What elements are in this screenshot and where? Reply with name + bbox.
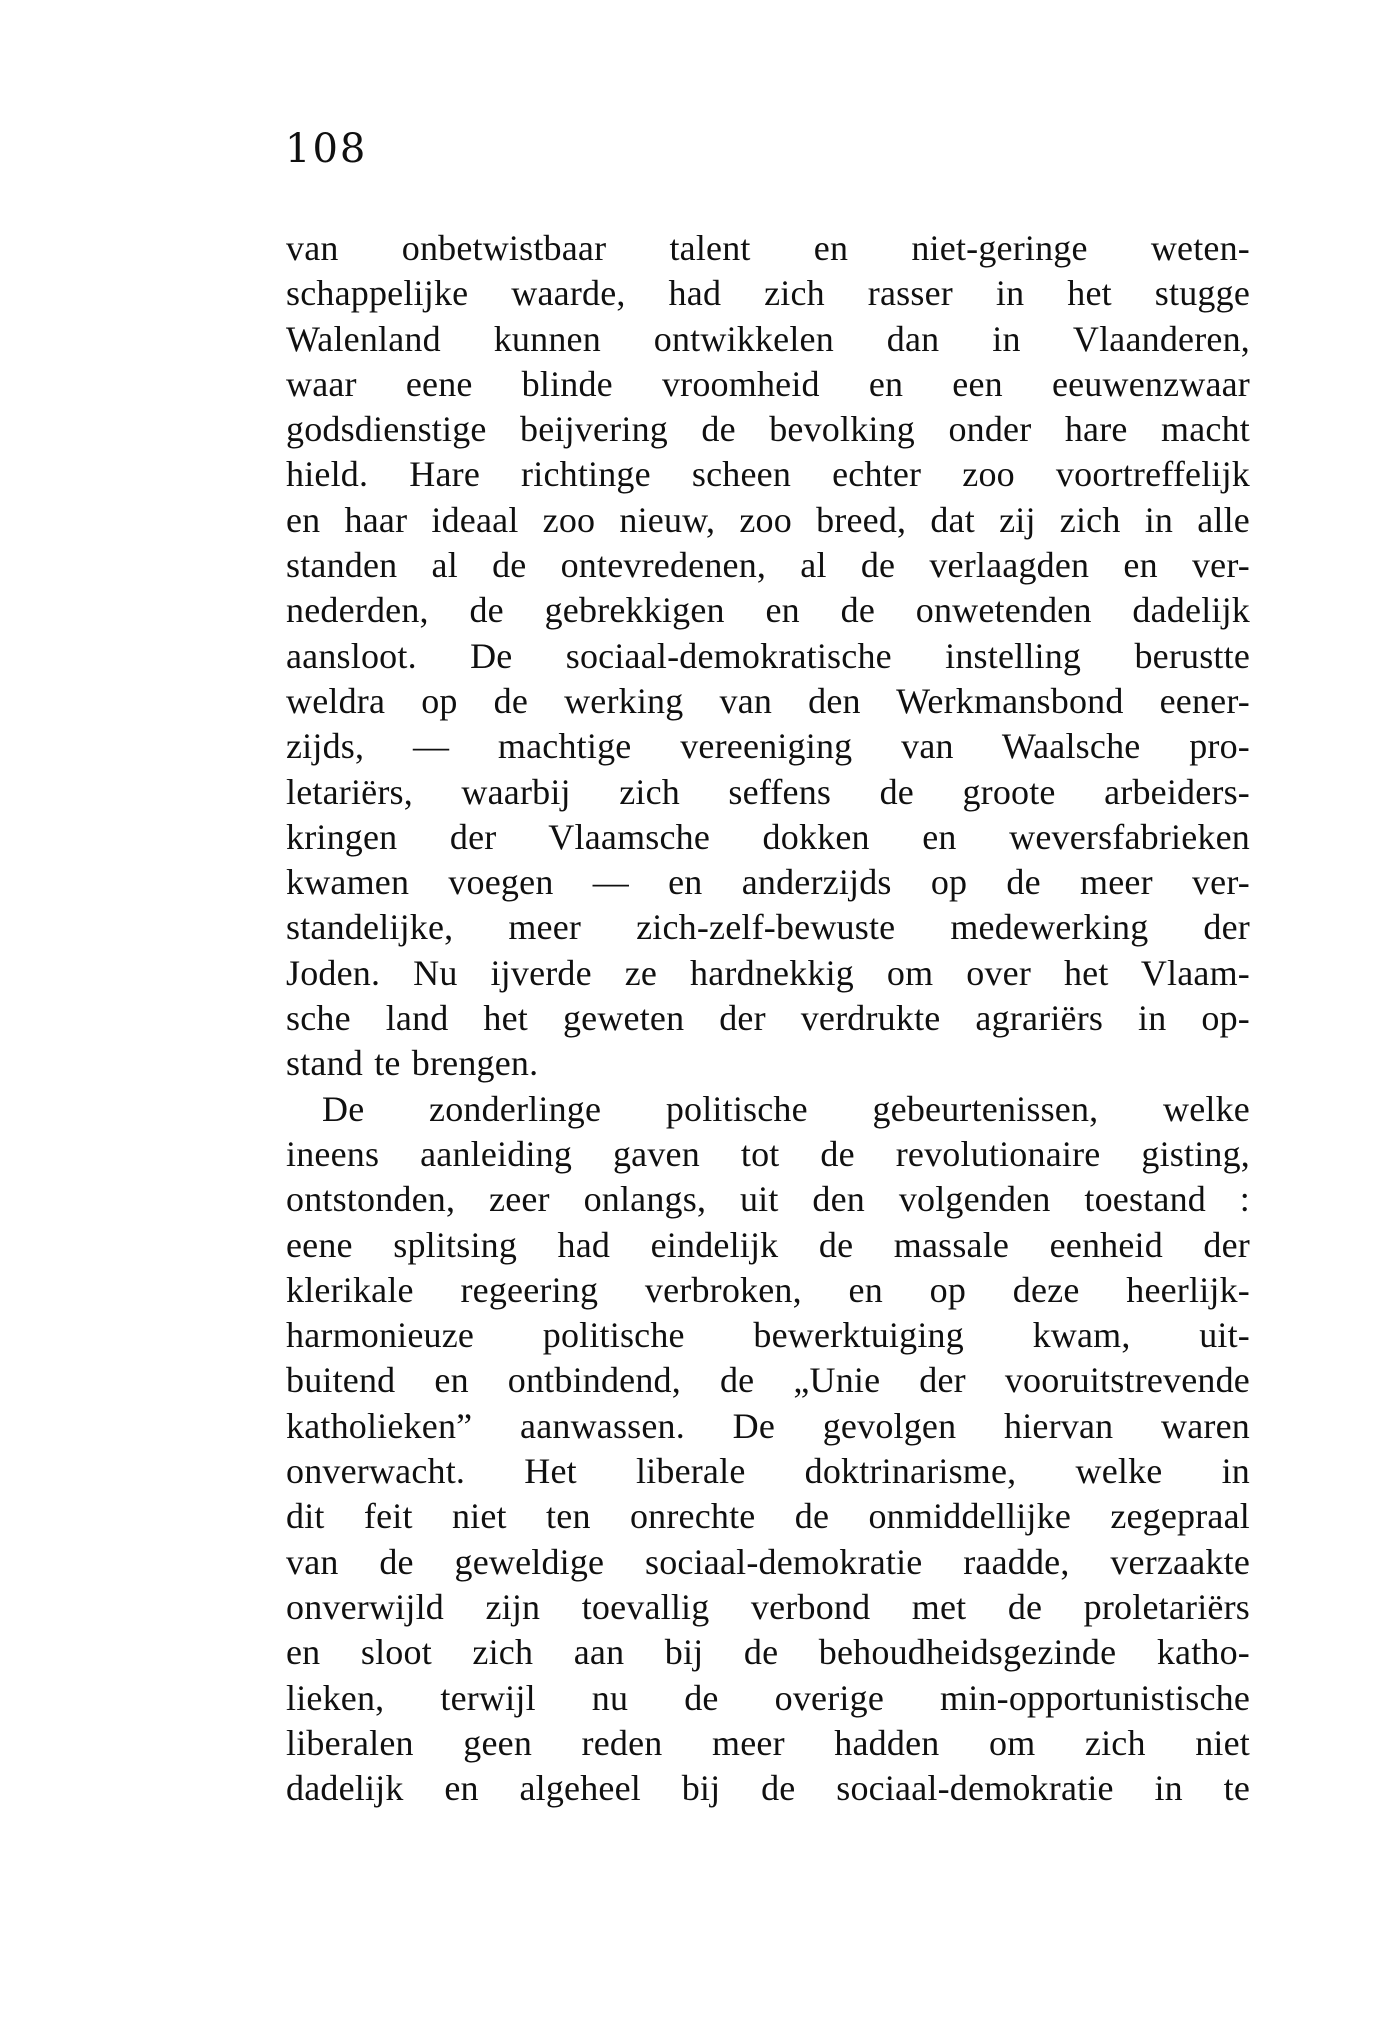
- text-line: buitend en ontbindend, de „Unie der vooruitstrevende: [286, 1360, 1250, 1401]
- text-line: nederden, de gebrekkigen en de onwetenden dadelijk: [286, 590, 1250, 631]
- text-line: Joden. Nu ijverde ze hardnekkig om over het Vlaam-: [286, 952, 1250, 993]
- text-line: onverwijld zijn toevallig verbond met de proletariërs: [286, 1586, 1250, 1627]
- text-line: kwamen voegen — en anderzijds op de meer ver-: [286, 862, 1250, 903]
- text-line: van de geweldige sociaal-demokratie raadde, verzaakte: [286, 1541, 1250, 1582]
- text-line: hield. Hare richtinge scheen echter zoo voortreffelijk: [286, 454, 1250, 495]
- text-line: godsdienstige beijvering de bevolking onder hare macht: [286, 409, 1250, 450]
- text-line: Walenland kunnen ontwikkelen dan in Vlaanderen,: [286, 318, 1250, 359]
- text-line: dit feit niet ten onrechte de onmiddellijke zegepraal: [286, 1496, 1250, 1537]
- text-line: harmonieuze politische bewerktuiging kwam, uit-: [286, 1315, 1250, 1356]
- text-line: letariërs, waarbij zich seffens de groote arbeiders-: [286, 771, 1250, 812]
- text-line: weldra op de werking van den Werkmansbond eener-: [286, 680, 1250, 721]
- text-line: klerikale regeering verbroken, en op deze heerlijk-: [286, 1269, 1250, 1310]
- text-line: sche land het geweten der verdrukte agrariërs in op-: [286, 998, 1250, 1039]
- text-line: standen al de ontevredenen, al de verlaagden en ver-: [286, 545, 1250, 586]
- text-line: De zonderlinge politische gebeurtenissen, welke: [322, 1088, 1250, 1129]
- text-line: zijds, — machtige vereeniging van Waalsche pro-: [286, 726, 1250, 767]
- text-line: dadelijk en algeheel bij de sociaal-demokratie in te: [286, 1768, 1250, 1809]
- text-line: waar eene blinde vroomheid en een eeuwenzwaar: [286, 363, 1250, 404]
- body-text: [286, 226, 1250, 1811]
- text-line: aansloot. De sociaal-demokratische instelling berustte: [286, 635, 1250, 676]
- text-line: van onbetwistbaar talent en niet-geringe weten-: [286, 228, 1250, 268]
- text-line: eene splitsing had eindelijk de massale eenheid der: [286, 1224, 1250, 1265]
- text-line: kringen der Vlaamsche dokken en weversfabrieken: [286, 816, 1250, 857]
- text-line: schappelijke waarde, had zich rasser in het stugge: [286, 273, 1250, 314]
- text-line: ontstonden, zeer onlangs, uit den volgenden toestand :: [286, 1179, 1250, 1220]
- text-line: lieken, terwijl nu de overige min-opportunistische: [286, 1677, 1250, 1718]
- text-line: en sloot zich aan bij de behoudheidsgezinde katho-: [286, 1632, 1250, 1673]
- text-line: ineens aanleiding gaven tot de revolutionaire gisting,: [286, 1133, 1250, 1174]
- text-line: standelijke, meer zich-zelf-bewuste medewerking der: [286, 907, 1250, 948]
- page-number: 108: [285, 126, 368, 172]
- text-line: katholieken” aanwassen. De gevolgen hiervan waren: [286, 1405, 1250, 1446]
- text-line: onverwacht. Het liberale doktrinarisme, welke in: [286, 1451, 1250, 1492]
- text-line: liberalen geen reden meer hadden om zich niet: [286, 1722, 1250, 1763]
- text-line: stand te brengen.: [286, 1043, 539, 1084]
- text-line: en haar ideaal zoo nieuw, zoo breed, dat zij zich in alle: [286, 499, 1250, 540]
